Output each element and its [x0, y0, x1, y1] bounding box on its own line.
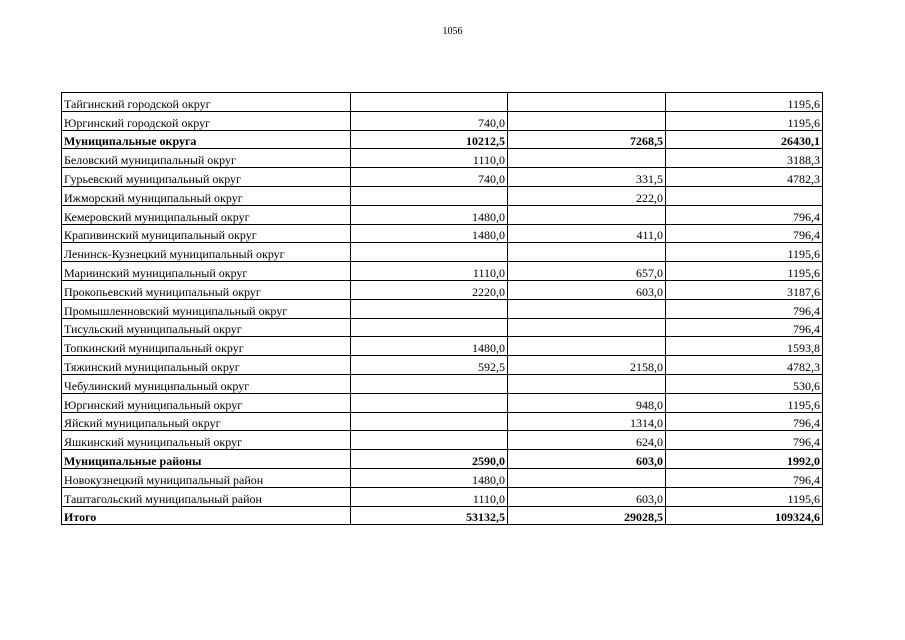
table-row	[62, 186, 823, 205]
value-cell-col1: 1110,0	[351, 149, 508, 168]
value-cell-col2	[508, 374, 666, 393]
row-name-cell: Кемеровский муниципальный округ	[62, 205, 351, 224]
value-cell-col2	[508, 111, 666, 130]
table-row	[62, 205, 823, 224]
value-cell-col1	[351, 299, 508, 318]
value-cell-col3: 1195,6	[666, 93, 823, 112]
table-row-subtotal	[62, 130, 823, 149]
value-cell-col2: 222,0	[508, 186, 666, 205]
value-cell-col2	[508, 93, 666, 112]
table-row	[62, 168, 823, 187]
value-cell-col2: 411,0	[508, 224, 666, 243]
table-row	[62, 337, 823, 356]
row-name-cell: Тисульский муниципальный округ	[62, 318, 351, 337]
value-cell-col1	[351, 93, 508, 112]
budget-table	[61, 92, 823, 525]
table-row	[62, 299, 823, 318]
value-cell-col3: 530,6	[666, 374, 823, 393]
table-row	[62, 412, 823, 431]
value-cell-col3: 4782,3	[666, 168, 823, 187]
value-cell-col3: 26430,1	[666, 130, 823, 149]
value-cell-col1	[351, 186, 508, 205]
value-cell-col2: 331,5	[508, 168, 666, 187]
value-cell-col2: 624,0	[508, 431, 666, 450]
row-name-cell: Муниципальные округа	[62, 130, 351, 149]
value-cell-col2	[508, 337, 666, 356]
row-name-cell: Итого	[62, 506, 351, 525]
row-name-cell: Беловский муниципальный округ	[62, 149, 351, 168]
table-row	[62, 374, 823, 393]
table-row	[62, 224, 823, 243]
value-cell-col3: 1195,6	[666, 111, 823, 130]
value-cell-col1: 1110,0	[351, 262, 508, 281]
value-cell-col2: 603,0	[508, 450, 666, 469]
row-name-cell: Тайгинский городской округ	[62, 93, 351, 112]
value-cell-col2	[508, 149, 666, 168]
value-cell-col3: 1195,6	[666, 487, 823, 506]
table-row	[62, 487, 823, 506]
row-name-cell: Ижморский муниципальный округ	[62, 186, 351, 205]
value-cell-col3	[666, 186, 823, 205]
value-cell-col1: 10212,5	[351, 130, 508, 149]
value-cell-col1	[351, 431, 508, 450]
value-cell-col2: 7268,5	[508, 130, 666, 149]
value-cell-col1	[351, 318, 508, 337]
value-cell-col2: 2158,0	[508, 356, 666, 375]
value-cell-col2	[508, 468, 666, 487]
row-name-cell: Яшкинский муниципальный округ	[62, 431, 351, 450]
value-cell-col3: 1195,6	[666, 243, 823, 262]
table-row	[62, 468, 823, 487]
value-cell-col1: 2590,0	[351, 450, 508, 469]
value-cell-col2: 603,0	[508, 487, 666, 506]
value-cell-col2	[508, 243, 666, 262]
value-cell-col3: 796,4	[666, 431, 823, 450]
value-cell-col1: 1110,0	[351, 487, 508, 506]
value-cell-col3: 796,4	[666, 205, 823, 224]
value-cell-col2: 603,0	[508, 280, 666, 299]
row-name-cell: Мариинский муниципальный округ	[62, 262, 351, 281]
value-cell-col3: 796,4	[666, 468, 823, 487]
table-row	[62, 262, 823, 281]
table-row	[62, 280, 823, 299]
value-cell-col1: 592,5	[351, 356, 508, 375]
row-name-cell: Промышленновский муниципальный округ	[62, 299, 351, 318]
value-cell-col3: 796,4	[666, 318, 823, 337]
row-name-cell: Муниципальные районы	[62, 450, 351, 469]
value-cell-col1	[351, 412, 508, 431]
value-cell-col3: 3187,6	[666, 280, 823, 299]
value-cell-col2: 29028,5	[508, 506, 666, 525]
table-row	[62, 393, 823, 412]
value-cell-col1: 2220,0	[351, 280, 508, 299]
value-cell-col3: 3188,3	[666, 149, 823, 168]
table-row	[62, 111, 823, 130]
row-name-cell: Чебулинский муниципальный округ	[62, 374, 351, 393]
page-number: 1056	[442, 26, 463, 37]
value-cell-col3: 1195,6	[666, 393, 823, 412]
row-name-cell: Яйский муниципальный округ	[62, 412, 351, 431]
value-cell-col2: 948,0	[508, 393, 666, 412]
row-name-cell: Таштагольский муниципальный район	[62, 487, 351, 506]
value-cell-col2: 657,0	[508, 262, 666, 281]
row-name-cell: Гурьевский муниципальный округ	[62, 168, 351, 187]
value-cell-col1: 1480,0	[351, 224, 508, 243]
value-cell-col1	[351, 374, 508, 393]
value-cell-col1: 53132,5	[351, 506, 508, 525]
table-row-subtotal	[62, 450, 823, 469]
value-cell-col1	[351, 243, 508, 262]
value-cell-col3: 796,4	[666, 224, 823, 243]
row-name-cell: Крапивинский муниципальный округ	[62, 224, 351, 243]
value-cell-col3: 796,4	[666, 412, 823, 431]
row-name-cell: Юргинский муниципальный округ	[62, 393, 351, 412]
value-cell-col1: 1480,0	[351, 337, 508, 356]
value-cell-col1: 740,0	[351, 111, 508, 130]
row-name-cell: Прокопьевский муниципальный округ	[62, 280, 351, 299]
table-row	[62, 318, 823, 337]
row-name-cell: Топкинский муниципальный округ	[62, 337, 351, 356]
value-cell-col2	[508, 318, 666, 337]
value-cell-col3: 1593,8	[666, 337, 823, 356]
table-row	[62, 431, 823, 450]
value-cell-col3: 1195,6	[666, 262, 823, 281]
value-cell-col3: 4782,3	[666, 356, 823, 375]
table-row	[62, 356, 823, 375]
value-cell-col1: 740,0	[351, 168, 508, 187]
row-name-cell: Тяжинский муниципальный округ	[62, 356, 351, 375]
row-name-cell: Новокузнецкий муниципальный район	[62, 468, 351, 487]
value-cell-col2	[508, 299, 666, 318]
table-row-subtotal	[62, 506, 823, 525]
table-body	[62, 93, 823, 525]
row-name-cell: Ленинск-Кузнецкий муниципальный округ	[62, 243, 351, 262]
value-cell-col3: 109324,6	[666, 506, 823, 525]
row-name-cell: Юргинский городской округ	[62, 111, 351, 130]
value-cell-col1: 1480,0	[351, 205, 508, 224]
table-row	[62, 243, 823, 262]
value-cell-col1: 1480,0	[351, 468, 508, 487]
table-row	[62, 149, 823, 168]
value-cell-col3: 796,4	[666, 299, 823, 318]
value-cell-col2	[508, 205, 666, 224]
table-row	[62, 93, 823, 112]
value-cell-col2: 1314,0	[508, 412, 666, 431]
value-cell-col3: 1992,0	[666, 450, 823, 469]
value-cell-col1	[351, 393, 508, 412]
